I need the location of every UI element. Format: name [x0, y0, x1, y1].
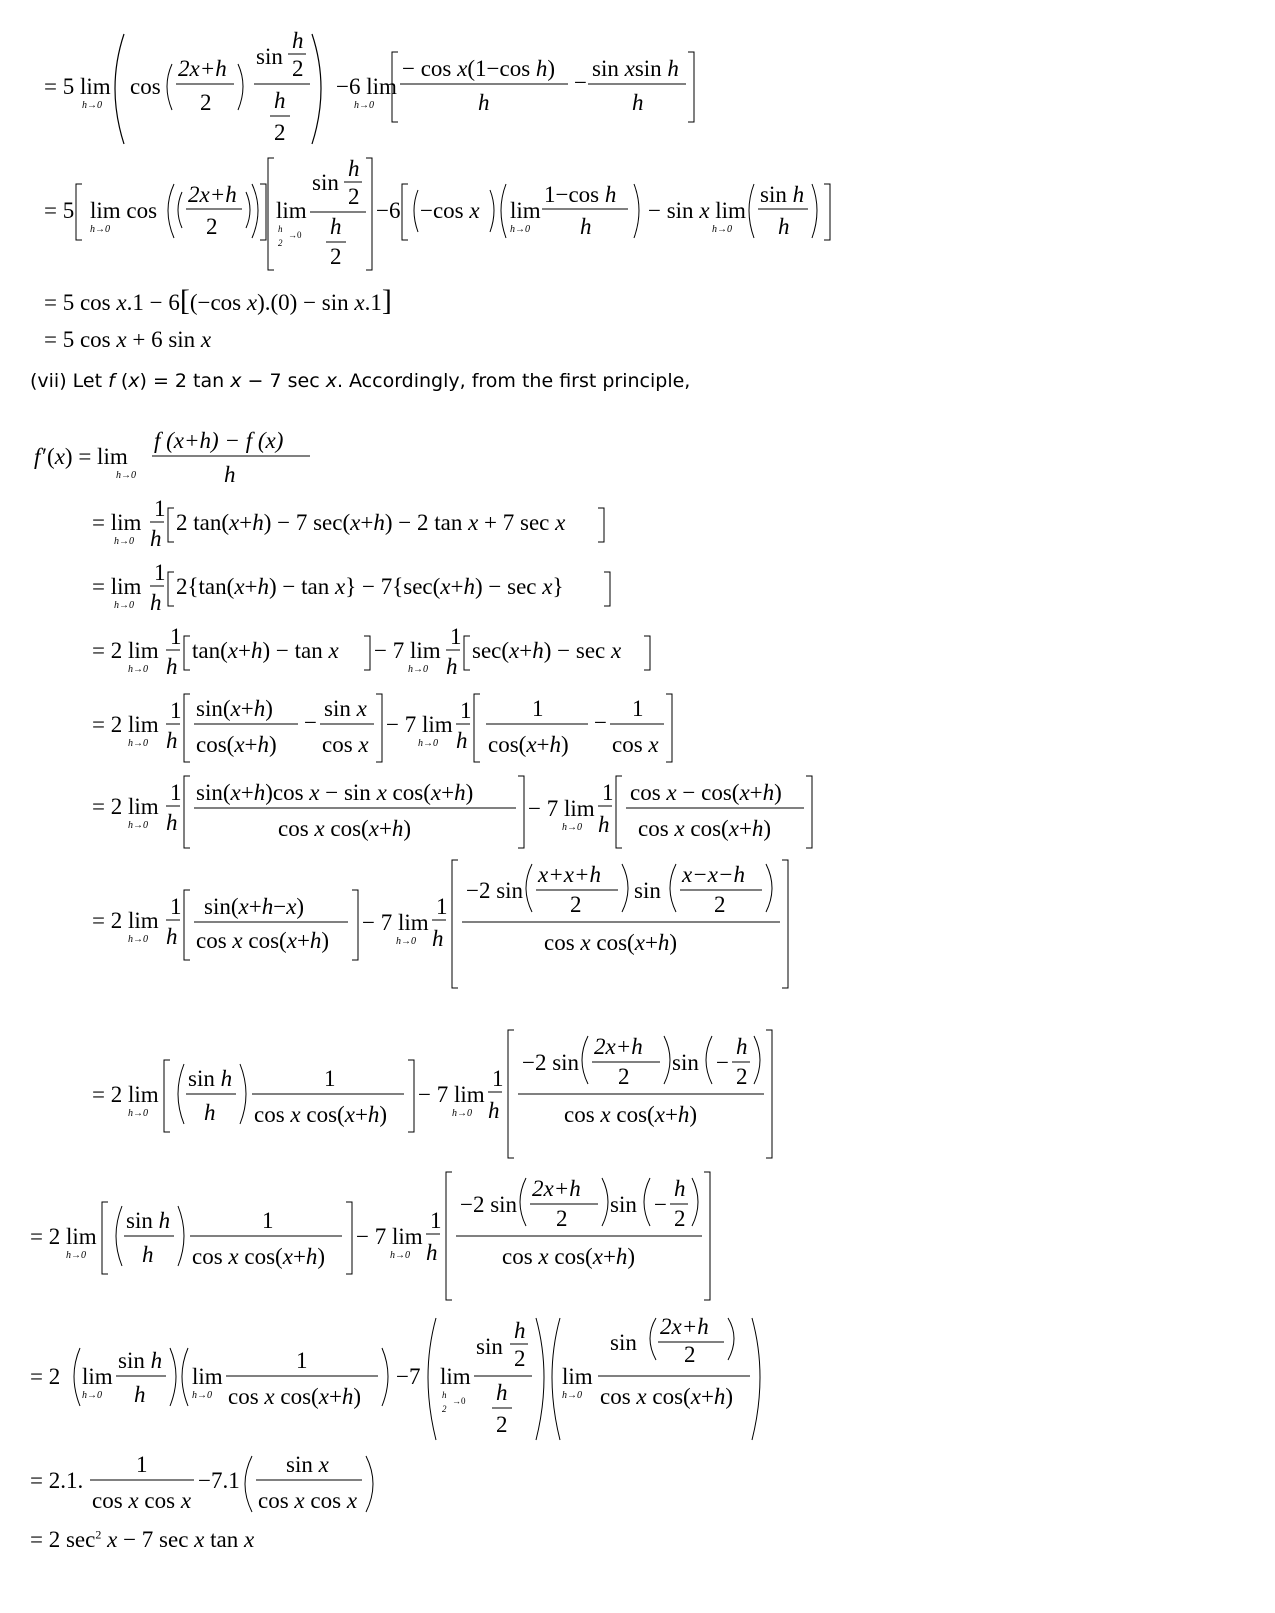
svg-text:h→0: h→0 — [510, 224, 530, 235]
svg-text:h: h — [442, 1390, 447, 1400]
svg-text:h: h — [166, 728, 178, 753]
svg-text:h→0: h→0 — [408, 664, 428, 675]
svg-text:sin: sin — [256, 44, 283, 69]
svg-text:−7: −7 — [396, 1364, 421, 1389]
svg-text:h: h — [478, 90, 490, 115]
svg-text:sin(x+h): sin(x+h) — [196, 696, 273, 721]
svg-text:2 tan(x+h) − 7 sec(x+h) − 2 ta: 2 tan(x+h) − 7 sec(x+h) − 2 tan x + 7 sec x — [176, 510, 566, 535]
svg-text:1: 1 — [170, 780, 182, 805]
equation-line-12 — [92, 1028, 782, 1164]
svg-text:h: h — [292, 28, 304, 53]
svg-text:= 2 lim: = 2 lim — [92, 1082, 159, 1107]
svg-text:1: 1 — [632, 696, 644, 721]
svg-text:h→0: h→0 — [712, 224, 732, 235]
svg-text:f: f — [34, 444, 41, 469]
svg-text:2: 2 — [292, 56, 304, 81]
svg-text:cos(x+h): cos(x+h) — [196, 732, 277, 757]
svg-text:− 7 lim: − 7 lim — [362, 910, 429, 935]
svg-text:2x+h: 2x+h — [660, 1314, 709, 1339]
svg-text:1: 1 — [460, 698, 472, 723]
svg-text:sin xsin h: sin xsin h — [592, 56, 679, 81]
svg-text:h: h — [166, 654, 178, 679]
equation-line-2 — [44, 154, 844, 274]
svg-text:cos x cos(x+h): cos x cos(x+h) — [544, 930, 678, 955]
svg-text:h→0: h→0 — [82, 100, 102, 111]
svg-text:− 7 lim: − 7 lim — [356, 1224, 423, 1249]
svg-text:− 7 lim: − 7 lim — [418, 1082, 485, 1107]
svg-text:sin x: sin x — [286, 1452, 329, 1477]
svg-text:h: h — [598, 812, 610, 837]
svg-text:sin(x+h)cos x − sin x cos(x+h): sin(x+h)cos x − sin x cos(x+h) — [196, 780, 474, 805]
svg-text:sin: sin — [610, 1192, 637, 1217]
svg-text:2: 2 — [684, 1342, 696, 1367]
svg-text:h→0: h→0 — [114, 536, 134, 547]
svg-text:1: 1 — [154, 498, 166, 521]
equation-7-drawing — [92, 562, 632, 618]
svg-text:sin(x+h−x): sin(x+h−x) — [204, 894, 305, 919]
equation-5-drawing — [34, 424, 354, 494]
equation-9-drawing — [92, 690, 692, 766]
svg-text:h: h — [426, 1240, 438, 1265]
svg-text:2x+h: 2x+h — [594, 1034, 643, 1059]
svg-text:sin h: sin h — [126, 1208, 171, 1233]
svg-text:h: h — [496, 1380, 508, 1405]
svg-text:cos: cos — [130, 74, 161, 99]
svg-text:h: h — [330, 214, 342, 239]
svg-text:1: 1 — [492, 1066, 504, 1091]
svg-text:h: h — [348, 156, 360, 181]
svg-text:h: h — [278, 224, 283, 234]
svg-text:cos x cos(x+h): cos x cos(x+h) — [502, 1244, 636, 1269]
svg-text:cos x: cos x — [322, 732, 369, 757]
svg-text:lim: lim — [440, 1364, 471, 1389]
svg-text:2x+h: 2x+h — [188, 182, 237, 207]
svg-text:−7.1: −7.1 — [198, 1468, 240, 1493]
svg-text:2: 2 — [570, 892, 582, 917]
svg-text:h→0: h→0 — [90, 224, 110, 235]
equation-12-drawing — [92, 1028, 782, 1160]
svg-text:sec(x+h) − sec x: sec(x+h) − sec x — [472, 638, 622, 663]
svg-text:lim: lim — [276, 198, 307, 223]
svg-text:−cos x: −cos x — [420, 198, 480, 223]
svg-text:= 2 lim: = 2 lim — [92, 908, 159, 933]
svg-text:2x+h: 2x+h — [532, 1176, 581, 1201]
equation-6-drawing — [92, 498, 632, 554]
svg-text:= 2 lim: = 2 lim — [92, 794, 159, 819]
svg-text:2: 2 — [348, 184, 360, 209]
svg-text:h→0: h→0 — [192, 1390, 212, 1401]
svg-text:= 2: = 2 — [30, 1364, 61, 1389]
svg-text:−: − — [574, 70, 587, 95]
svg-text:h→0: h→0 — [562, 1390, 582, 1401]
equation-11-drawing — [92, 858, 802, 990]
svg-text:−: − — [304, 710, 317, 735]
svg-text:−: − — [716, 1050, 729, 1075]
equation-line-3: = 5 cos x.1 − 6[(−cos x).(0) − sin x.1] — [44, 284, 392, 317]
equation-line-13 — [30, 1170, 720, 1306]
equation-line-11 — [92, 858, 802, 994]
svg-text:h: h — [632, 90, 644, 115]
equation-10-drawing — [92, 772, 832, 852]
svg-text:x−x−h: x−x−h — [682, 862, 745, 887]
svg-text:h: h — [736, 1034, 748, 1059]
svg-text:cos x cos(x+h): cos x cos(x+h) — [638, 816, 772, 841]
equation-14-drawing — [30, 1312, 770, 1444]
svg-text:2: 2 — [274, 120, 286, 145]
svg-text:1: 1 — [296, 1348, 308, 1373]
svg-text:= 2 lim: = 2 lim — [30, 1224, 97, 1249]
svg-text:cos x cos(x+h): cos x cos(x+h) — [228, 1384, 362, 1409]
svg-text:1: 1 — [602, 780, 614, 805]
svg-text:h: h — [778, 214, 790, 239]
svg-text:2: 2 — [200, 90, 212, 115]
svg-text:2: 2 — [514, 1346, 526, 1371]
equation-line-6 — [92, 498, 632, 558]
svg-text:2: 2 — [556, 1206, 568, 1231]
prose-line: (vii) Let f (x) = 2 tan x − 7 sec x. Accordingly, from the first principle, — [30, 370, 691, 392]
svg-text:h: h — [224, 462, 236, 487]
svg-text:h→0: h→0 — [562, 822, 582, 833]
svg-text:cos x cos(x+h): cos x cos(x+h) — [254, 1102, 388, 1127]
equation-line-5 — [34, 424, 354, 498]
svg-text:2: 2 — [496, 1412, 508, 1437]
svg-text:lim: lim — [192, 1364, 223, 1389]
svg-text:h: h — [150, 526, 162, 551]
svg-text:2: 2 — [736, 1064, 748, 1089]
svg-text:cos(x+h): cos(x+h) — [488, 732, 569, 757]
svg-text:cos x cos x: cos x cos x — [92, 1488, 192, 1513]
equation-line-4: = 5 cos x + 6 sin x — [44, 327, 212, 352]
svg-text:sin h: sin h — [188, 1066, 233, 1091]
equation-line-8 — [92, 626, 672, 686]
svg-text:h→0: h→0 — [128, 934, 148, 945]
svg-text:= 5: = 5 — [44, 198, 75, 223]
svg-text:1: 1 — [170, 626, 182, 649]
svg-text:1: 1 — [262, 1208, 274, 1233]
svg-text:−6 lim: −6 lim — [336, 74, 397, 99]
svg-text:1: 1 — [154, 562, 166, 585]
svg-text:1−cos h: 1−cos h — [544, 182, 617, 207]
equation-line-16: = 2 $\sec^2 x - 7$ sec x tan x — [30, 1527, 255, 1552]
svg-text:− 7 lim: − 7 lim — [386, 712, 453, 737]
svg-text:h→0: h→0 — [128, 1108, 148, 1119]
svg-text:2: 2 — [442, 1404, 447, 1414]
svg-text:h: h — [456, 728, 468, 753]
svg-text:h→0: h→0 — [128, 820, 148, 831]
equation-line-1 — [44, 28, 764, 148]
svg-text:= 2 lim: = 2 lim — [92, 638, 159, 663]
svg-text:sin h: sin h — [118, 1348, 163, 1373]
svg-text:h: h — [134, 1382, 146, 1407]
svg-text:cos x cos(x+h): cos x cos(x+h) — [600, 1384, 734, 1409]
svg-text:h: h — [166, 810, 178, 835]
svg-text:− 7 lim: − 7 lim — [528, 796, 595, 821]
svg-text:sin: sin — [312, 170, 339, 195]
svg-text:1: 1 — [436, 894, 448, 919]
svg-text:1: 1 — [324, 1066, 336, 1091]
svg-text:2x+h: 2x+h — [178, 56, 227, 81]
svg-text:= 2.1.: = 2.1. — [30, 1468, 84, 1493]
equation-13-drawing — [30, 1170, 720, 1302]
svg-text:h→0: h→0 — [390, 1250, 410, 1261]
svg-text:h→0: h→0 — [66, 1250, 86, 1261]
svg-text:h→0: h→0 — [82, 1390, 102, 1401]
svg-text:h: h — [274, 88, 286, 113]
svg-text:′(x) = lim: ′(x) = lim — [42, 444, 128, 469]
svg-text:h: h — [166, 924, 178, 949]
svg-text:sin: sin — [610, 1330, 637, 1355]
svg-text:h→0: h→0 — [128, 664, 148, 675]
svg-text:1: 1 — [136, 1452, 148, 1477]
svg-text:cos x cos(x+h): cos x cos(x+h) — [278, 816, 412, 841]
svg-text:h: h — [580, 214, 592, 239]
svg-text:sin: sin — [672, 1050, 699, 1075]
svg-text:h: h — [446, 654, 458, 679]
svg-text:h: h — [204, 1100, 216, 1125]
equation-line-10 — [92, 772, 832, 856]
svg-text:sin x: sin x — [324, 696, 367, 721]
svg-text:h: h — [674, 1176, 686, 1201]
svg-text:h: h — [142, 1242, 154, 1267]
svg-text:= lim: = lim — [92, 510, 142, 535]
svg-text:= 2 lim: = 2 lim — [92, 712, 159, 737]
svg-text:1: 1 — [170, 894, 182, 919]
svg-text:h→0: h→0 — [128, 738, 148, 749]
svg-text:= lim: = lim — [92, 574, 142, 599]
svg-text:sin h: sin h — [760, 182, 805, 207]
svg-text:− 7 lim: − 7 lim — [374, 638, 441, 663]
svg-text:lim: lim — [510, 198, 541, 223]
svg-text:h→0: h→0 — [418, 738, 438, 749]
svg-text:− sin x lim: − sin x lim — [648, 198, 746, 223]
svg-text:−: − — [654, 1192, 667, 1217]
svg-text:sin: sin — [476, 1334, 503, 1359]
svg-text:h: h — [432, 926, 444, 951]
svg-text:h: h — [514, 1318, 526, 1343]
svg-text:sin: sin — [634, 878, 661, 903]
svg-text:1: 1 — [532, 696, 544, 721]
svg-text:1: 1 — [430, 1208, 442, 1233]
svg-text:−2 sin: −2 sin — [466, 878, 524, 903]
svg-text:−2 sin: −2 sin — [522, 1050, 580, 1075]
svg-text:= 5 lim: = 5 lim — [44, 74, 111, 99]
svg-text:−6: −6 — [376, 198, 401, 223]
svg-text:h→0: h→0 — [116, 470, 136, 481]
svg-text:tan(x+h) − tan x: tan(x+h) − tan x — [192, 638, 339, 663]
svg-text:cos x: cos x — [612, 732, 659, 757]
svg-text:cos x cos(x+h): cos x cos(x+h) — [564, 1102, 698, 1127]
svg-text:lim cos: lim cos — [90, 198, 158, 223]
svg-text:2: 2 — [330, 244, 342, 269]
svg-text:lim: lim — [562, 1364, 593, 1389]
svg-text:h→0: h→0 — [452, 1108, 472, 1119]
svg-text:2{tan(x+h) − tan x} − 7{sec(x+: 2{tan(x+h) − tan x} − 7{sec(x+h) − sec x} — [176, 574, 564, 599]
svg-text:cos x cos x: cos x cos x — [258, 1488, 358, 1513]
svg-text:2: 2 — [206, 214, 218, 239]
svg-text:cos x cos(x+h): cos x cos(x+h) — [192, 1244, 326, 1269]
equation-2-drawing — [44, 154, 844, 274]
equation-line-7 — [92, 562, 632, 622]
equation-15-drawing — [30, 1452, 390, 1516]
svg-text:h: h — [488, 1098, 500, 1123]
equation-line-9 — [92, 690, 692, 770]
equation-8-drawing — [92, 626, 672, 682]
svg-text:2: 2 — [618, 1064, 630, 1089]
svg-text:h→0: h→0 — [396, 936, 416, 947]
svg-text:1: 1 — [170, 698, 182, 723]
equation-1-drawing — [44, 28, 764, 148]
svg-text:2: 2 — [674, 1206, 686, 1231]
svg-text:2: 2 — [278, 238, 283, 248]
svg-text:f (x+h) − f (x): f (x+h) − f (x) — [154, 428, 284, 453]
svg-text:→0: →0 — [452, 1396, 466, 1406]
svg-text:cos x − cos(x+h): cos x − cos(x+h) — [630, 780, 782, 805]
svg-text:lim: lim — [82, 1364, 113, 1389]
svg-text:2: 2 — [714, 892, 726, 917]
equation-line-14 — [30, 1312, 770, 1448]
svg-text:− cos x(1−cos h): − cos x(1−cos h) — [402, 56, 556, 81]
svg-text:→0: →0 — [288, 230, 302, 240]
svg-text:−: − — [594, 710, 607, 735]
svg-text:h→0: h→0 — [114, 600, 134, 611]
svg-text:x+x+h: x+x+h — [538, 862, 601, 887]
svg-text:h→0: h→0 — [354, 100, 374, 111]
svg-text:−2 sin: −2 sin — [460, 1192, 518, 1217]
svg-text:cos x cos(x+h): cos x cos(x+h) — [196, 928, 330, 953]
svg-text:h: h — [150, 590, 162, 615]
equation-line-15 — [30, 1452, 390, 1520]
svg-text:1: 1 — [450, 626, 462, 649]
